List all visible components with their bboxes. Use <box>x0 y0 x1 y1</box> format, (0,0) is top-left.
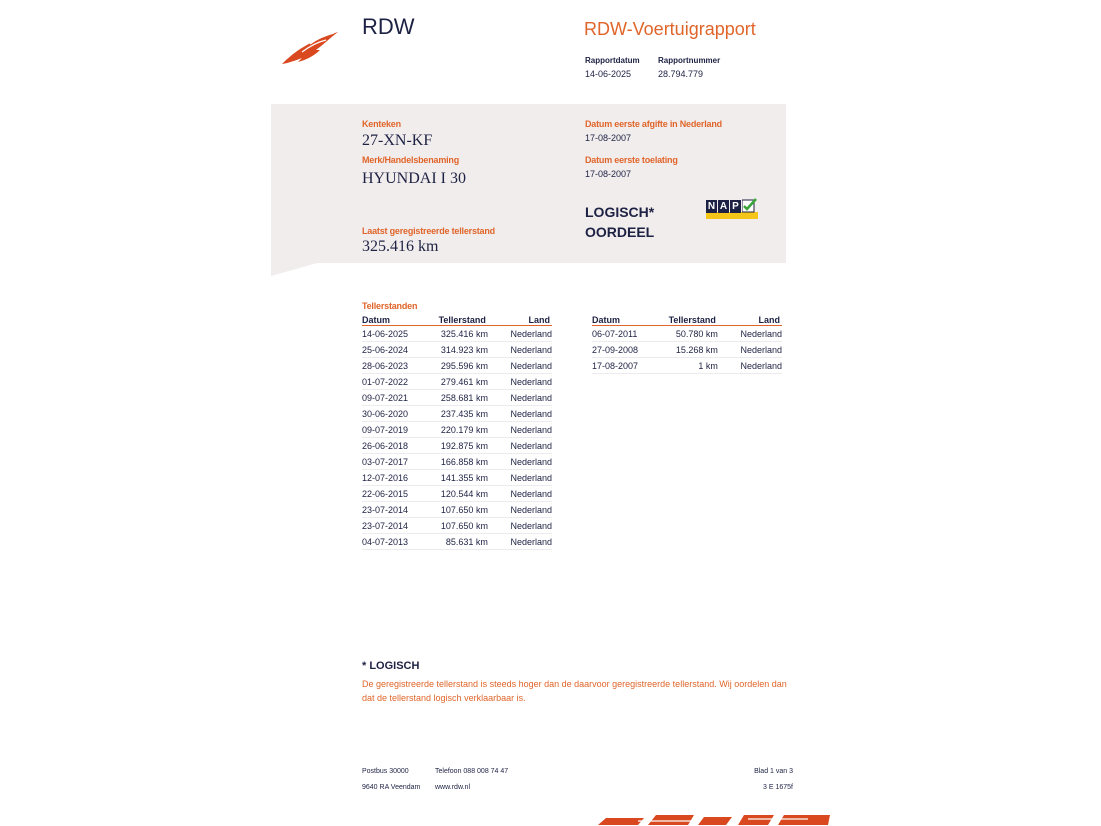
table-row <box>592 326 782 342</box>
report-date-label: Rapportdatum <box>585 56 640 65</box>
table-row <box>362 406 552 422</box>
footer-address-line2: 9640 RA Veendam <box>362 784 421 791</box>
cell-reading: 107.650 km <box>436 502 488 518</box>
cell-date: 27-09-2008 <box>592 342 666 358</box>
cell-date: 26-06-2018 <box>362 438 436 454</box>
table-row <box>362 518 552 534</box>
verdict-line-1: LOGISCH* <box>585 204 655 220</box>
table-row <box>362 486 552 502</box>
footer-page: Blad 1 van 3 <box>754 768 793 775</box>
table-row <box>362 454 552 470</box>
cell-reading: 166.858 km <box>436 454 488 470</box>
first-issue-nl-value: 17-08-2007 <box>585 133 632 143</box>
cell-date: 06-07-2011 <box>592 326 666 342</box>
cell-date: 23-07-2014 <box>362 518 436 534</box>
panel-tail <box>271 262 321 276</box>
cell-date: 12-07-2016 <box>362 470 436 486</box>
table-row <box>362 422 552 438</box>
checkmark-icon <box>742 198 758 213</box>
table-row <box>362 374 552 390</box>
nap-letter-p: P <box>730 200 741 213</box>
cell-country: Nederland <box>718 342 782 358</box>
cell-country: Nederland <box>488 518 552 534</box>
rdw-logo-icon <box>280 28 340 66</box>
footer-stripes-icon <box>598 812 832 826</box>
cell-date: 23-07-2014 <box>362 502 436 518</box>
nap-letter-a: A <box>719 201 728 212</box>
cell-reading: 237.435 km <box>436 406 488 422</box>
cell-country: Nederland <box>488 326 552 342</box>
report-number-label: Rapportnummer <box>658 56 721 65</box>
cell-reading: 120.544 km <box>436 486 488 502</box>
cell-country: Nederland <box>488 358 552 374</box>
table-row <box>362 470 552 486</box>
plate-value: 27-XN-KF <box>362 132 433 149</box>
table-row <box>362 438 552 454</box>
cell-reading: 1 km <box>666 358 718 374</box>
verdict-line-2: OORDEEL <box>585 224 655 240</box>
nap-bar <box>706 212 758 219</box>
col-date-header: Datum <box>592 313 666 326</box>
col-date-header: Datum <box>362 313 436 326</box>
first-issue-nl-label: Datum eerste afgifte in Nederland <box>585 119 722 129</box>
col-country-header: Land <box>488 313 552 326</box>
cell-date: 01-07-2022 <box>362 374 436 390</box>
first-admission-value: 17-08-2007 <box>585 169 632 179</box>
table-header-row <box>362 313 552 326</box>
first-admission-label: Datum eerste toelating <box>585 155 678 165</box>
nap-badge <box>706 200 758 220</box>
report-number: 28.794.779 <box>658 69 704 79</box>
cell-date: 25-06-2024 <box>362 342 436 358</box>
readings-table-right <box>592 313 782 374</box>
footer-code: 3 E 1675f <box>763 784 793 791</box>
table-row <box>592 342 782 358</box>
cell-country: Nederland <box>488 438 552 454</box>
cell-reading: 325.416 km <box>436 326 488 342</box>
report-title: RDW-Voertuigrapport <box>584 19 756 39</box>
readings-section-title: Tellerstanden <box>362 301 418 311</box>
footnote-title: * LOGISCH <box>362 660 420 672</box>
plate-label: Kenteken <box>362 119 401 129</box>
readings-table-left <box>362 313 552 550</box>
table-row <box>362 390 552 406</box>
odometer-label: Laatst geregistreerde tellerstand <box>362 226 495 236</box>
cell-reading: 85.631 km <box>436 534 488 550</box>
table-header-row <box>592 313 782 326</box>
cell-country: Nederland <box>488 454 552 470</box>
cell-reading: 50.780 km <box>666 326 718 342</box>
table-row <box>362 502 552 518</box>
cell-reading: 107.650 km <box>436 518 488 534</box>
table-row <box>362 534 552 550</box>
report-date: 14-06-2025 <box>585 69 632 79</box>
nap-letter-n: N <box>707 201 716 212</box>
footer-website[interactable]: www.rdw.nl <box>435 784 471 791</box>
verdict <box>585 202 705 242</box>
cell-date: 17-08-2007 <box>592 358 666 374</box>
cell-date: 03-07-2017 <box>362 454 436 470</box>
footer-address-line1: Postbus 30000 <box>362 768 409 775</box>
cell-country: Nederland <box>488 342 552 358</box>
footnote-text: De geregistreerde tellerstand is steeds hoger dan de daarvoor geregistreerde tellerstand. Wij oordelen dan dat de tellerstand logisch verklaarbaar is. <box>362 679 787 703</box>
table-row <box>362 358 552 374</box>
cell-reading: 192.875 km <box>436 438 488 454</box>
table-row <box>362 326 552 342</box>
footer-phone: Telefoon 088 008 74 47 <box>435 768 509 775</box>
cell-reading: 15.268 km <box>666 342 718 358</box>
cell-reading: 258.681 km <box>436 390 488 406</box>
col-country-header: Land <box>718 313 782 326</box>
make-value: HYUNDAI I 30 <box>362 170 466 187</box>
cell-date: 14-06-2025 <box>362 326 436 342</box>
cell-country: Nederland <box>488 406 552 422</box>
cell-country: Nederland <box>488 502 552 518</box>
odometer-value: 325.416 km <box>362 238 439 255</box>
cell-country: Nederland <box>488 374 552 390</box>
make-label: Merk/Handelsbenaming <box>362 155 460 165</box>
cell-date: 04-07-2013 <box>362 534 436 550</box>
cell-reading: 141.355 km <box>436 470 488 486</box>
brand-name: RDW <box>362 14 415 39</box>
cell-country: Nederland <box>488 422 552 438</box>
cell-date: 09-07-2019 <box>362 422 436 438</box>
cell-country: Nederland <box>488 486 552 502</box>
col-reading-header: Tellerstand <box>436 313 488 326</box>
cell-reading: 220.179 km <box>436 422 488 438</box>
cell-date: 22-06-2015 <box>362 486 436 502</box>
cell-reading: 295.596 km <box>436 358 488 374</box>
cell-country: Nederland <box>488 390 552 406</box>
cell-reading: 314.923 km <box>436 342 488 358</box>
cell-country: Nederland <box>488 470 552 486</box>
table-row <box>592 358 782 374</box>
cell-country: Nederland <box>488 534 552 550</box>
cell-date: 09-07-2021 <box>362 390 436 406</box>
table-row <box>362 342 552 358</box>
cell-country: Nederland <box>718 326 782 342</box>
cell-reading: 279.461 km <box>436 374 488 390</box>
cell-country: Nederland <box>718 358 782 374</box>
col-reading-header: Tellerstand <box>666 313 718 326</box>
cell-date: 30-06-2020 <box>362 406 436 422</box>
cell-date: 28-06-2023 <box>362 358 436 374</box>
